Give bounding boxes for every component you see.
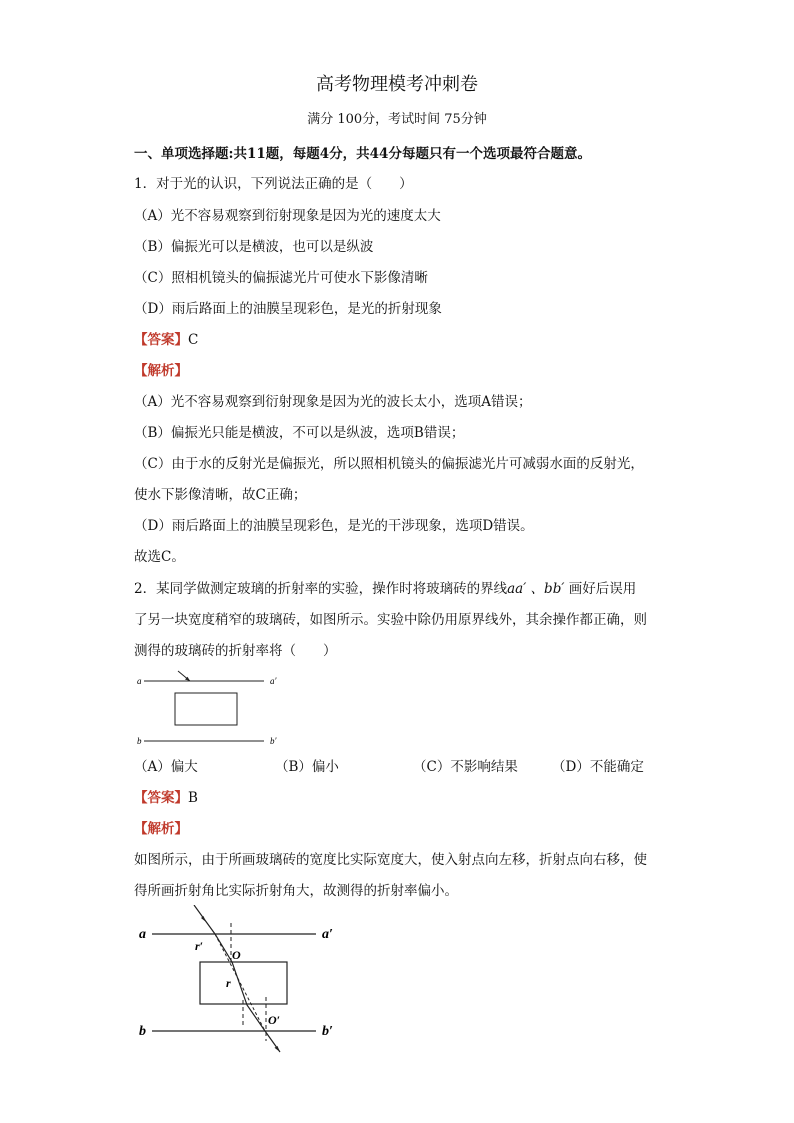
- label-b: b: [137, 736, 142, 746]
- q1-option-a: （A）光不容易观察到衍射现象是因为光的速度太大: [134, 208, 441, 224]
- q1-option-b: （B）偏振光可以是横波，也可以是纵波: [134, 239, 374, 255]
- label-a: a: [137, 676, 142, 686]
- q2-stem-symbols: aa′ 、bb′: [507, 581, 565, 597]
- q1-analysis-tag: [134, 359, 188, 379]
- q2-stem-line-3: 测得的玻璃砖的折射率将（ ）: [134, 643, 337, 659]
- label-O-prime: O′: [268, 1013, 281, 1027]
- q1-option-c: （C）照相机镜头的偏振滤光片可使水下影像清晰: [134, 270, 428, 286]
- q2-stem-line-2: 了另一块宽度稍窄的玻璃砖，如图所示。实验中除仍用原界线外，其余操作都正确，则: [134, 612, 647, 628]
- label-b-prime: b′: [322, 1024, 333, 1039]
- q1-analysis-line: 故选C。: [134, 549, 185, 565]
- section-heading: 一、单项选择题:共11题，每题4分，共44分每题只有一个选项最符合题意。: [134, 146, 591, 162]
- label-r-prime: r′: [195, 939, 204, 953]
- q1-analysis-line: （A）光不容易观察到衍射现象是因为光的波长太小，选项A错误；: [134, 394, 532, 410]
- page-title: 高考物理模考冲刺卷: [316, 74, 478, 95]
- q1-analysis-line: （D）雨后路面上的油膜呈现彩色，是光的干涉现象，选项D错误。: [134, 518, 534, 534]
- light-ray: [194, 905, 280, 1052]
- q2-analysis-line: 如图所示，由于所画玻璃砖的宽度比实际宽度大，使入射点向左移，折射点向右移，使: [134, 852, 647, 868]
- q1-answer: [134, 328, 198, 348]
- q2-option-b: （B）偏小: [275, 759, 339, 775]
- q1-analysis-line: 使水下影像清晰，故C正确；: [134, 487, 307, 503]
- label-a: a: [139, 927, 146, 942]
- arrow-head-icon: [201, 916, 206, 922]
- answer-tag: 【答案】: [134, 332, 188, 348]
- q2-figure-1: [134, 670, 294, 748]
- q1-answer-value: C: [188, 332, 199, 348]
- q2-stem-text: 2．某同学做测定玻璃的折射率的实验，操作时将玻璃砖的界线: [134, 581, 508, 597]
- glass-brick: [200, 962, 287, 1004]
- analysis-tag: 【解析】: [134, 363, 188, 379]
- q2-answer-value: B: [188, 790, 198, 806]
- arrow-head-icon: [275, 1046, 281, 1052]
- q1-analysis-line: （C）由于水的反射光是偏振光，所以照相机镜头的偏振滤光片可减弱水面的反射光，: [134, 456, 644, 472]
- q2-option-c: （C）不影响结果: [413, 759, 518, 775]
- label-b: b: [139, 1024, 146, 1039]
- label-r: r: [226, 976, 231, 990]
- q1-analysis-line: （B）偏振光只能是横波，不可以是纵波，选项B错误；: [134, 425, 465, 441]
- label-O: O: [232, 948, 241, 962]
- q2-answer: [134, 786, 198, 806]
- analysis-tag: 【解析】: [134, 821, 188, 837]
- q2-option-a: （A）偏大: [134, 759, 198, 775]
- q2-analysis-line: 得所画折射角比实际折射角大，故测得的折射率偏小。: [134, 883, 458, 899]
- q2-stem-line-1: [134, 577, 636, 597]
- answer-tag: 【答案】: [134, 790, 188, 806]
- page-subtitle: 满分 100分，考试时间 75分钟: [307, 112, 487, 127]
- label-a-prime: a′: [270, 676, 277, 686]
- q2-figure-2: [134, 905, 354, 1055]
- q2-option-d: （D）不能确定: [552, 759, 644, 775]
- q1-option-d: （D）雨后路面上的油膜呈现彩色，是光的折射现象: [134, 301, 442, 317]
- q1-stem: 1．对于光的认识，下列说法正确的是（ ）: [134, 176, 413, 192]
- label-b-prime: b′: [270, 736, 277, 746]
- label-a-prime: a′: [322, 927, 333, 942]
- q2-analysis-tag: [134, 817, 188, 837]
- q2-stem-tail: 画好后误用: [564, 581, 637, 597]
- glass-brick: [175, 693, 237, 725]
